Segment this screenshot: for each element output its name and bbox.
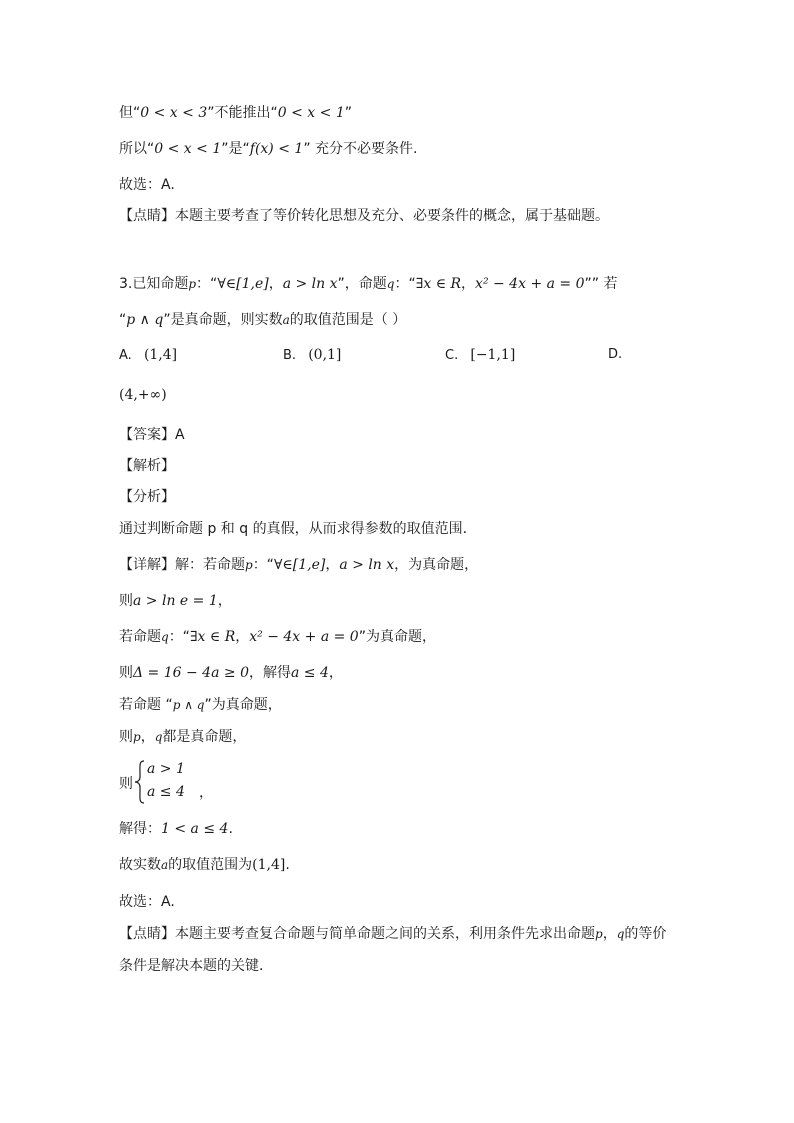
math-expression: 0 < x < 1 <box>154 141 222 157</box>
text: ”不能推出“ <box>207 105 278 121</box>
option-value: (0,1] <box>308 347 342 363</box>
text: 则 <box>119 776 133 792</box>
text: 但“ <box>119 105 141 121</box>
text: “ <box>119 312 127 328</box>
text: 则 <box>119 593 133 609</box>
text: ”” 若 <box>584 276 618 292</box>
text: . <box>285 857 290 873</box>
comment-line: 【点睛】本题主要考查了等价转化思想及充分、必要条件的概念，属于基础题。 <box>119 208 609 224</box>
text: ：“ <box>168 629 190 645</box>
fenxi-text: 通过判断命题 p 和 q 的真假，从而求得参数的取值范围. <box>119 521 468 537</box>
math-expression: Δ = 16 − 4a ≥ 0 <box>133 665 249 681</box>
detail-line-4 <box>119 664 343 682</box>
detail-line-5 <box>119 696 282 714</box>
detail-comment-line-2: 条件是解决本题的关键. <box>119 958 264 974</box>
text: ， <box>217 593 232 609</box>
text: ， <box>602 926 617 942</box>
detail-line-8 <box>119 856 290 874</box>
math-var: p <box>188 277 197 291</box>
text: ” 充分不必要条件. <box>303 141 418 157</box>
option-label: A. <box>119 348 132 363</box>
math-var: p <box>595 927 603 941</box>
text: . <box>228 821 233 837</box>
text: 所以“ <box>119 141 155 157</box>
option-label: B. <box>283 348 297 363</box>
option-b <box>283 347 341 363</box>
math-expression: ∀∈[1,e] <box>273 557 326 573</box>
text: 的等价 <box>624 926 667 942</box>
text: ：“ <box>394 276 416 292</box>
text: ， <box>235 629 250 645</box>
math-expression: 1 < a ≤ 4 <box>161 821 229 837</box>
math-expression: f(x) < 1 <box>249 141 304 157</box>
text: 则 <box>119 729 133 745</box>
text: ：“ <box>252 557 274 573</box>
math-expression: a ≤ 4 <box>290 665 329 681</box>
text: 【详解】解：若命题 <box>119 557 245 573</box>
text-line-so <box>119 140 417 158</box>
text: 解得： <box>119 821 161 837</box>
option-label: C. <box>445 348 459 363</box>
inequality-system <box>119 760 239 804</box>
text: 都是真命题， <box>162 729 247 745</box>
text: ， <box>328 665 343 681</box>
text: ”，命题 <box>337 276 387 292</box>
math-var: q <box>386 277 395 291</box>
detail-line-2 <box>119 592 232 610</box>
text: 故实数 <box>119 857 161 873</box>
math-expression: ∃x ∈ R <box>415 276 462 292</box>
math-var: a <box>282 313 290 327</box>
detail-line-1 <box>119 556 478 574</box>
math-expression: a > ln x <box>282 276 338 292</box>
fenxi-heading: 【分析】 <box>119 489 175 505</box>
text: 若命题 <box>119 629 161 645</box>
detail-line-7 <box>119 820 233 838</box>
detail-choice: 故选：A. <box>119 894 175 910</box>
analysis-heading: 【解析】 <box>119 458 175 474</box>
text: ， <box>461 276 476 292</box>
math-expression: 0 < x < 3 <box>140 105 208 121</box>
math-var: q <box>616 927 625 941</box>
system-row: a ≤ 4 <box>147 784 185 800</box>
math-var: p <box>133 730 141 744</box>
system-row: a > 1 <box>147 761 185 777</box>
text: 的取值范围为 <box>168 857 253 873</box>
option-d-value <box>119 387 167 403</box>
text: ， <box>325 557 340 573</box>
math-var: q <box>154 730 163 744</box>
text: ， <box>140 729 155 745</box>
math-expression: ∃x ∈ R <box>189 629 236 645</box>
question-stem-line-2 <box>119 311 406 329</box>
detail-comment-line-1 <box>119 925 666 943</box>
math-expression: a > ln e = 1 <box>133 593 218 609</box>
text: ”为真命题， <box>204 697 282 713</box>
math-expression: (1,4] <box>252 857 286 873</box>
text: ， <box>199 785 213 801</box>
option-label: D. <box>608 347 623 362</box>
option-value: [−1,1] <box>470 347 516 363</box>
option-value: (1,4] <box>143 347 178 363</box>
math-expression: 0 < x < 1 <box>277 105 345 121</box>
text: 【点睛】本题主要考查复合命题与简单命题之间的关系，利用条件先求出命题 <box>119 926 595 942</box>
option-c <box>445 347 515 363</box>
text: 3.已知命题 <box>119 276 189 292</box>
math-expression: p ∧ q <box>126 312 164 328</box>
choice-line: 故选：A. <box>119 177 175 193</box>
text: ，解得 <box>248 665 291 681</box>
math-expression: x² − 4x + a = 0 <box>249 629 359 645</box>
detail-line-6 <box>119 728 246 746</box>
text: ”为真命题， <box>358 629 436 645</box>
answer-line: 【答案】A <box>119 427 185 443</box>
text: 则 <box>119 665 133 681</box>
math-var: a <box>161 858 169 872</box>
option-d <box>608 347 622 362</box>
question-stem-line-1 <box>119 275 617 293</box>
math-expression: x² − 4x + a = 0 <box>475 276 585 292</box>
math-var: q <box>161 630 169 644</box>
text: ，为真命题， <box>394 557 479 573</box>
text: 的取值范围是（ ） <box>289 312 407 328</box>
text: ”是“ <box>221 141 250 157</box>
text: ， <box>268 276 283 292</box>
text: ”是真命题，则实数 <box>163 312 283 328</box>
text: 若命题 “ <box>119 697 173 713</box>
math-expression: a > ln x <box>339 557 395 573</box>
option-value: (4,+∞) <box>119 387 167 403</box>
text: ” <box>344 105 353 121</box>
text: ：“ <box>196 276 218 292</box>
math-expression: p ∧ q <box>172 698 205 712</box>
math-var: p <box>245 558 253 572</box>
text-line-but <box>119 104 352 122</box>
option-a <box>119 347 177 363</box>
left-brace-icon <box>134 760 146 804</box>
detail-line-3 <box>119 628 436 646</box>
math-expression: ∀∈[1,e] <box>217 276 269 292</box>
